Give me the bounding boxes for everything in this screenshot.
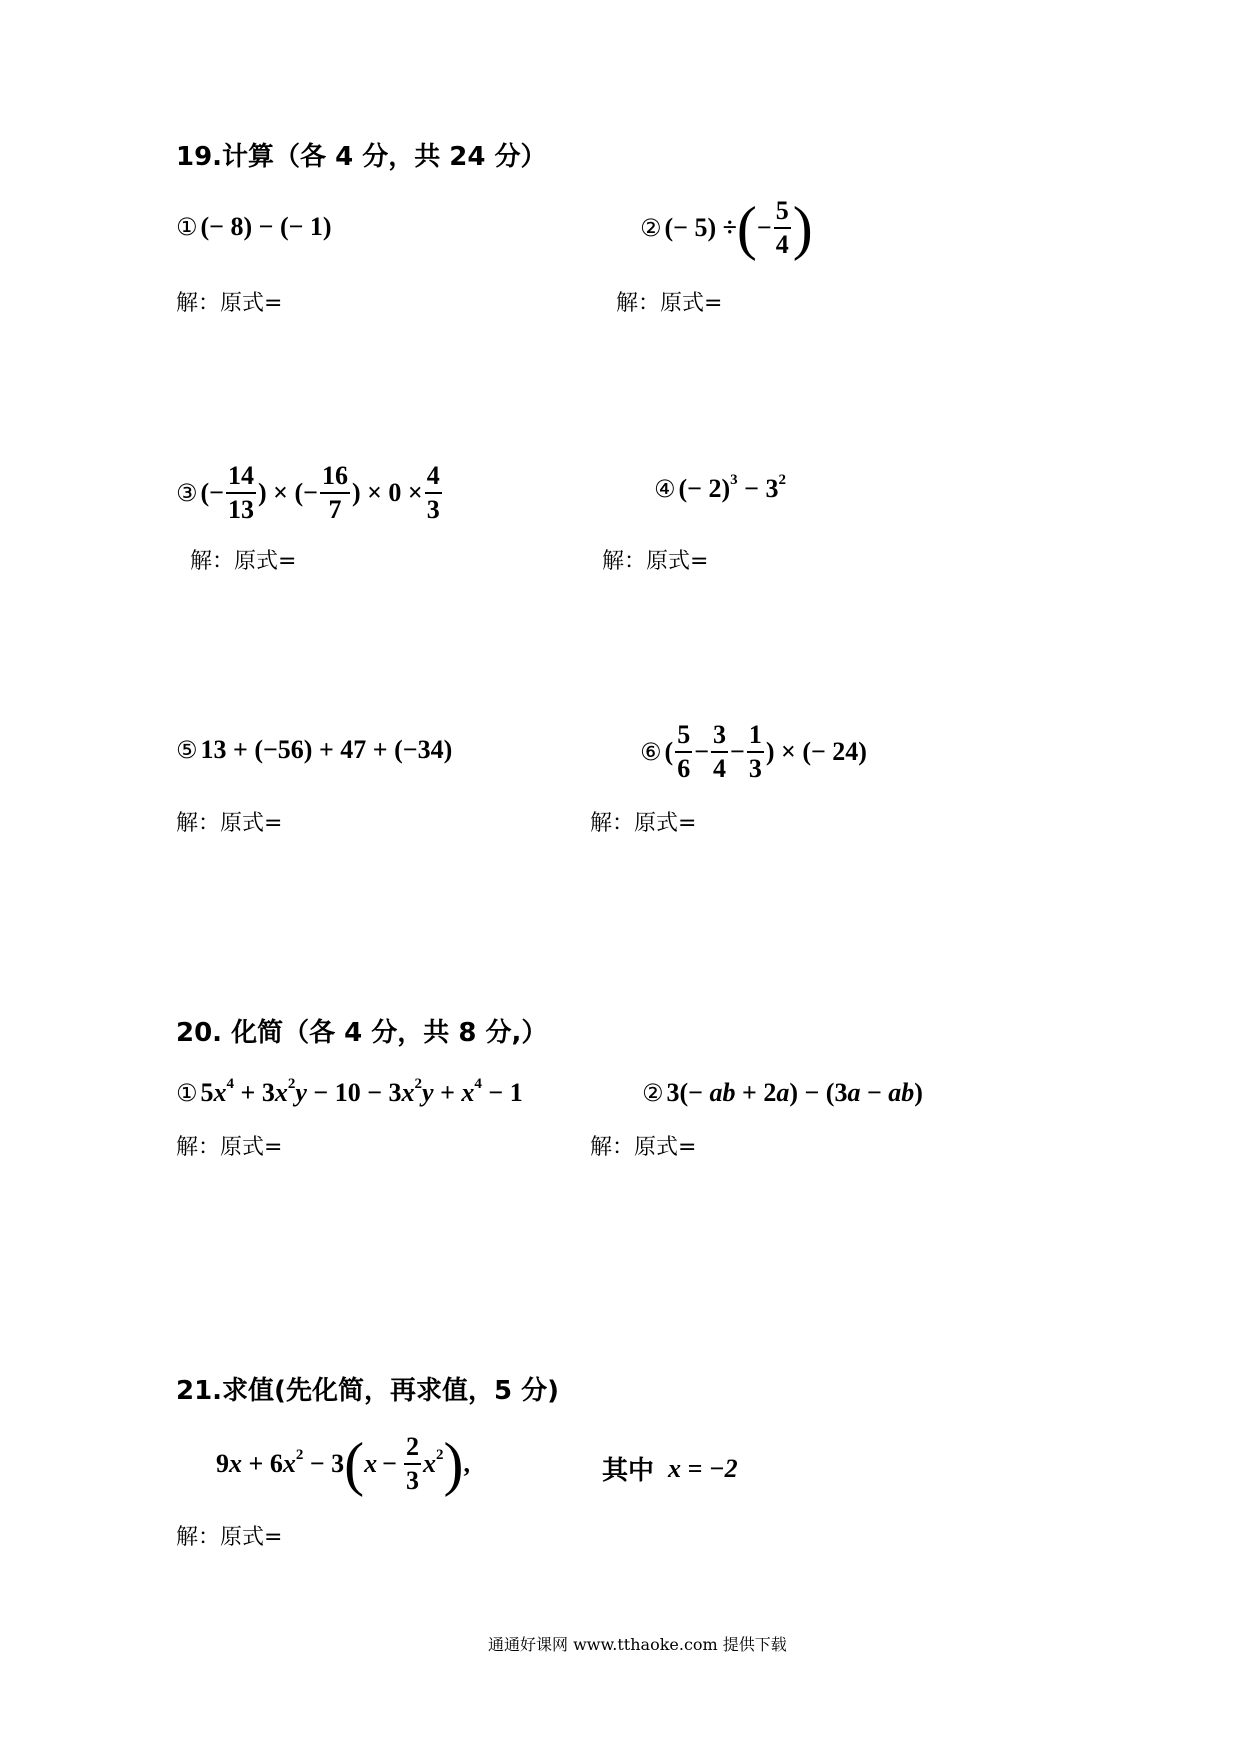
q21-condition-expr: x = −2 (668, 1453, 738, 1483)
q19-item-1-marker: ① (176, 213, 198, 241)
q19-item-3-fraction-1: $\frac{14}{13}$ (228, 461, 254, 524)
q20-item-1-expr: ① $5x^4 + 3x^2y - 10 - 3x^2y + x^4 - 1$ (176, 1076, 523, 1107)
q19-item-1-expr (176, 212, 332, 242)
q19-item-4-expr: ④ (− $2)^3 - 3^2$ (654, 472, 786, 503)
q21-fraction: $\frac{2}{3}$ (405, 1432, 419, 1495)
footer-text: 通通好课网 www.tthaoke.com 提供下载 (488, 1635, 787, 1654)
q21-expr: $9x + 6x^2 - 3$ ( x − $\frac{2}{3}$ $x^2$ ) , (216, 1431, 470, 1497)
q19-item-6-marker: ⑥ (640, 738, 662, 766)
q20-item-2-marker: ② (642, 1079, 664, 1107)
q19-item-1-solution: 解：原式= (176, 291, 283, 316)
q19-item-2-fraction: $\frac{5}{4}$ (775, 196, 789, 259)
q19-item-3-fraction-3: $\frac{4}{3}$ (426, 461, 440, 524)
q20-heading: 20. 化简（各 4 分，共 8 分,） (176, 1018, 548, 1048)
q19-item-3-fraction-2: $\frac{16}{7}$ (321, 461, 348, 524)
q19-item-4-solution: 解：原式= (602, 549, 709, 574)
q19-item-6-fraction-3: $\frac{1}{3}$ (748, 720, 762, 783)
q20-item-1-solution: 解：原式= (176, 1135, 283, 1160)
q19-item-3-expr: ③ (− $\frac{14}{13}$ ) × (− $\frac{16}{7}$ ) × 0 × $\frac{4}{3}$ (176, 461, 440, 524)
q19-item-2-expr: ② (− 5) ÷ ( − $\frac{5}{4}$ ) (640, 195, 813, 261)
q19-item-6-expr: ⑥ ( $\frac{5}{6}$ − $\frac{3}{4}$ − $\frac{1}{3}$ ) × (− 24) (640, 720, 867, 783)
q21-condition (602, 1450, 738, 1487)
q19-item-4-marker: ④ (654, 475, 676, 503)
q19-item-1-body: (− 8) − (− 1) (200, 212, 332, 241)
q19-item-6-fraction-2: $\frac{3}{4}$ (713, 720, 727, 783)
q21-condition-label: 其中 (602, 1456, 655, 1486)
q20-item-2-solution: 解：原式= (590, 1135, 697, 1160)
q20-item-2-expr: ② 3(− ab + 2a) − (3a − ab) (642, 1078, 923, 1107)
q20-item-1-marker: ① (176, 1079, 198, 1107)
q19-heading: 19.计算（各 4 分，共 24 分） (176, 142, 547, 172)
q19-item-6-fraction-1: $\frac{5}{6}$ (677, 720, 691, 783)
q21-solution: 解：原式= (176, 1525, 283, 1550)
q19-item-5-marker: ⑤ (176, 736, 198, 764)
q19-item-2-marker: ② (640, 214, 662, 242)
q19-item-5-solution: 解：原式= (176, 811, 283, 836)
q19-item-6-solution: 解：原式= (590, 811, 697, 836)
q19-item-3-marker: ③ (176, 479, 198, 507)
q19-item-3-solution: 解：原式= (190, 549, 297, 574)
q21-heading: 21.求值(先化简，再求值，5 分) (176, 1376, 559, 1406)
q19-item-5-body: 13 + (−56) + 47 + (−34) (200, 735, 453, 764)
q19-item-2-solution: 解：原式= (616, 291, 723, 316)
q19-item-5-expr (176, 735, 452, 765)
